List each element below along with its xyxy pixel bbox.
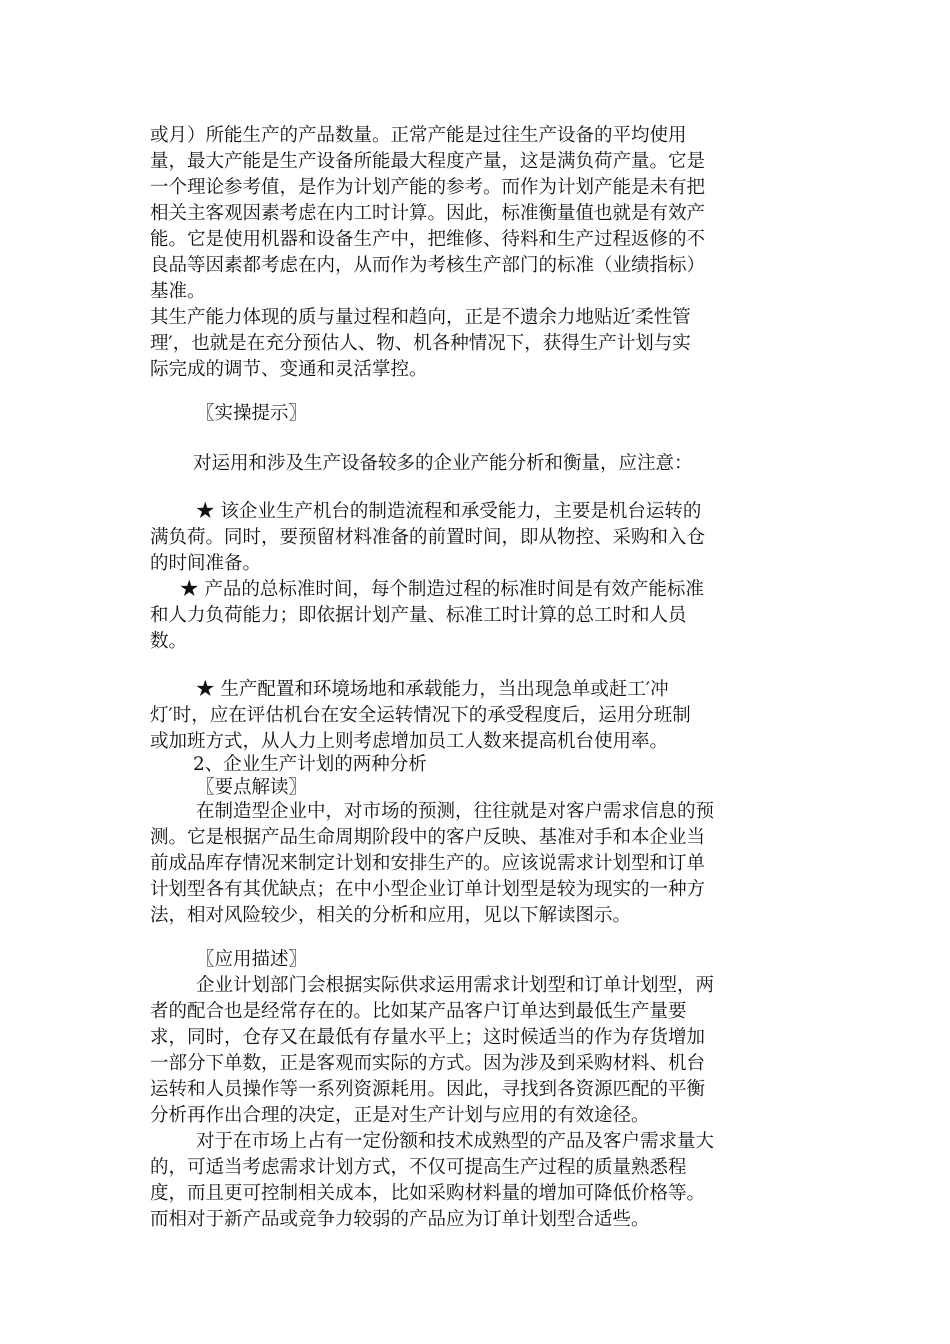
bullet-item: ★ 该企业生产机台的制造流程和承受能力，主要是机台运转的 — [196, 501, 702, 522]
text-line: 际完成的调节、变通和灵活掌控。 — [150, 359, 428, 380]
text-line: 测。它是根据产品生命周期阶段中的客户反映、基准对手和本企业当 — [150, 827, 706, 848]
text-line: 或月）所能生产的产品数量。正常产能是过往生产设备的平均使用 — [150, 125, 687, 146]
application-heading: 〖应用描述〗 — [196, 949, 308, 970]
text-line: 量，最大产能是生产设备所能最大程度产量，这是满负荷产量。它是 — [150, 151, 706, 172]
tip-intro: 对运用和涉及生产设备较多的企业产能分析和衡量，应注意： — [193, 453, 693, 474]
text-line: 或加班方式，从人力上则考虑增加员工人数来提高机台使用率。 — [150, 731, 669, 752]
text-line: 基准。 — [150, 281, 206, 302]
text-line: 运转和人员操作等一系列资源耗用。因此，寻找到各资源匹配的平衡 — [150, 1079, 706, 1100]
text-line: 者的配合也是经常存在的。比如某产品客户订单达到最低生产量要 — [150, 1001, 687, 1022]
text-line: 在制造型企业中，对市场的预测，往往就是对客户需求信息的预 — [196, 801, 715, 822]
text-line: 相关主客观因素考虑在内工时计算。因此，标准衡量值也就是有效产 — [150, 203, 706, 224]
text-line: 对于在市场上占有一定份额和技术成熟型的产品及客户需求量大 — [196, 1131, 715, 1152]
text-line: 求，同时，仓存又在最低有存量水平上；这时候适当的作为存货增加 — [150, 1027, 706, 1048]
bullet-item: ★ 产品的总标准时间，每个制造过程的标准时间是有效产能标准 — [180, 579, 704, 600]
text-line: 良品等因素都考虑在内，从而作为考核生产部门的标准（业绩指标） — [150, 255, 706, 276]
text-line: 理′，也就是在充分预估人、物、机各种情况下，获得生产计划与实 — [150, 333, 691, 354]
text-line: 一部分下单数，正是客观而实际的方式。因为涉及到采购材料、机台 — [150, 1053, 706, 1074]
text-line: 其生产能力体现的质与量过程和趋向，正是不遗余力地贴近′柔性管 — [150, 307, 691, 328]
text-line: 计划型各有其优缺点；在中小型企业订单计划型是较为现实的一种方 — [150, 879, 706, 900]
text-line: 企业计划部门会根据实际供求运用需求计划型和订单计划型，两 — [196, 975, 715, 996]
tip-heading: 〖实操提示〗 — [196, 403, 308, 424]
text-line: 前成品库存情况来制定计划和安排生产的。应该说需求计划型和订单 — [150, 853, 706, 874]
text-line: 分析再作出合理的决定，正是对生产计划与应用的有效途径。 — [150, 1105, 650, 1126]
text-line: 一个理论参考值，是作为计划产能的参考。而作为计划产能是未有把 — [150, 177, 706, 198]
text-line: 和人力负荷能力；即依据计划产量、标准工时计算的总工时和人员 — [150, 605, 687, 626]
text-line: 的，可适当考虑需求计划方式，不仅可提高生产过程的质量熟悉程 — [150, 1157, 687, 1178]
section-title: 2、企业生产计划的两种分析 — [193, 754, 427, 775]
text-line: 法，相对风险较少，相关的分析和应用，见以下解读图示。 — [150, 905, 632, 926]
text-line: 灯′时，应在评估机台在安全运转情况下的承受程度后，运用分班制 — [150, 705, 691, 726]
text-line: 满负荷。同时，要预留材料准备的前置时间，即从物控、采购和入仓 — [150, 527, 706, 548]
text-line: 而相对于新产品或竞争力较弱的产品应为订单计划型合适些。 — [150, 1209, 650, 1230]
text-line: 度，而且更可控制相关成本，比如采购材料量的增加可降低价格等。 — [150, 1183, 706, 1204]
text-line: 数。 — [150, 631, 188, 652]
bullet-item: ★ 生产配置和环境场地和承载能力，当出现急单或赶工′冲 — [196, 679, 669, 700]
text-line: 能。它是使用机器和设备生产中，把维修、待料和生产过程返修的不 — [150, 229, 706, 250]
text-line: 的时间准备。 — [150, 553, 262, 574]
keypoint-heading: 〖要点解读〗 — [196, 777, 308, 798]
